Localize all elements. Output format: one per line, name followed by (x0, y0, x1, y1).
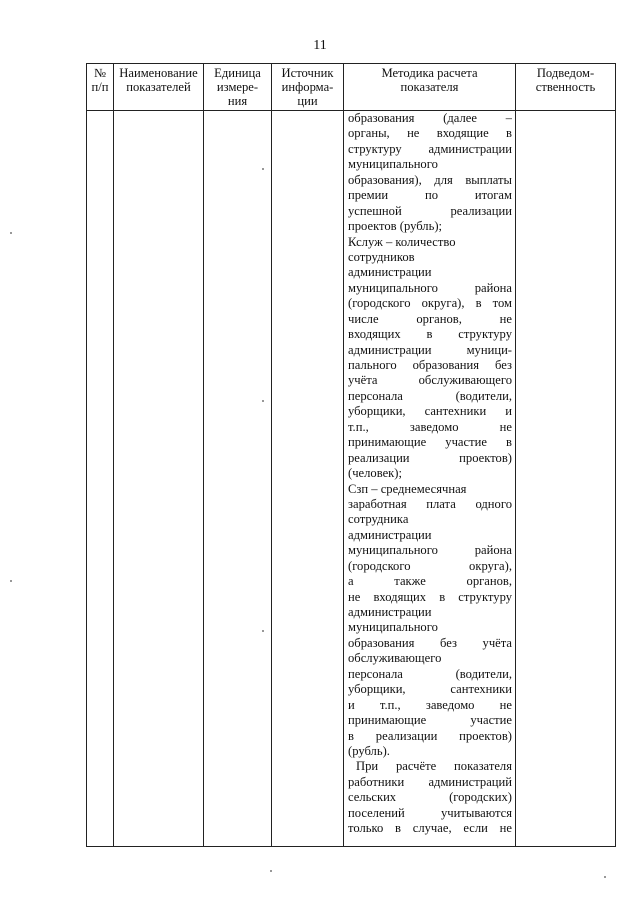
method-text-line: персонала (водители, (348, 388, 512, 403)
method-text-line: Сзп – среднемесячная (348, 481, 467, 496)
method-text-line: образования без учёта (348, 635, 512, 650)
scan-speck (262, 400, 264, 402)
table-row (87, 111, 616, 847)
method-text-line: только в случае, если не (348, 821, 512, 836)
method-text-line: принимающие участие в (348, 435, 512, 450)
method-text-line: Кслуж – количество (348, 234, 456, 249)
scan-speck (10, 580, 12, 582)
method-text-line: администрации (348, 527, 432, 542)
method-text-line: администрации (348, 265, 432, 280)
method-text-line: учёта обслуживающего (348, 373, 512, 388)
header-unit: Единица измере- ния (204, 64, 272, 111)
method-text-line: проектов (рубль); (348, 219, 443, 234)
cell-method (344, 111, 516, 847)
method-text-line: премии по итогам (348, 188, 512, 203)
method-text-line: муниципального (348, 620, 438, 635)
method-text-line: (человек); (348, 466, 402, 481)
method-text-line: реализации проектов) (348, 450, 512, 465)
method-text-line: образования (далее – (348, 111, 512, 125)
scan-speck (10, 232, 12, 234)
cell-name (114, 111, 204, 847)
method-text-line: работники администраций (348, 774, 512, 789)
method-text-line: муниципального (348, 157, 438, 172)
scan-speck (262, 168, 264, 170)
method-text-line: не входящих в структуру (348, 589, 512, 604)
header-name: Наименование показателей (114, 64, 204, 111)
method-text-line: При расчёте показателя (356, 759, 512, 774)
cell-subordination (516, 111, 616, 847)
method-text-line: принимающие участие (348, 713, 512, 728)
cell-source (272, 111, 344, 847)
method-text-line: администрации муници- (348, 342, 512, 357)
method-text-line: муниципального района (348, 280, 512, 295)
header-num: № п/п (87, 64, 114, 111)
method-text-line: т.п., заведомо не (348, 419, 512, 434)
method-text-line: образования), для выплаты (348, 172, 512, 187)
scan-speck (270, 870, 272, 872)
page-number: 11 (313, 38, 327, 53)
header-method: Методика расчета показателя (344, 64, 516, 111)
scan-speck (262, 630, 264, 632)
header-source: Источник информа- ции (272, 64, 344, 111)
method-text-line: входящих в структуру (348, 327, 512, 342)
method-text-line: (городского округа), (348, 558, 512, 573)
method-text-line: и т.п., заведомо не (348, 697, 512, 712)
method-text-line: сельских (городских) (348, 790, 512, 805)
method-text-line: а также органов, (348, 574, 512, 589)
cell-num (87, 111, 114, 847)
method-text-line: пального образования без (348, 358, 512, 372)
method-text-line: сотрудника (348, 512, 409, 527)
header-subordination: Подведом- ственность (516, 64, 616, 111)
method-text-line: поселений учитываются (348, 805, 512, 820)
scan-speck (604, 876, 606, 878)
cell-unit (204, 111, 272, 847)
method-text-line: (городского округа), в том (348, 296, 512, 311)
method-text-line: администрации (348, 605, 432, 619)
method-text-line: числе органов, не (348, 311, 512, 326)
method-text-line: сотрудников (348, 249, 415, 264)
method-text-line: муниципального района (348, 543, 512, 558)
table-header-row (87, 64, 616, 111)
method-text-line: уборщики, сантехники и (348, 404, 512, 419)
method-text-line: (рубль). (348, 743, 390, 758)
method-text-line: заработная плата одного (348, 496, 512, 511)
method-text-line: успешной реализации (348, 203, 512, 218)
method-text-line: обслуживающего (348, 651, 442, 666)
method-text-line: органы, не входящие в (348, 126, 512, 141)
indicator-table (86, 63, 616, 847)
method-text-line: персонала (водители, (348, 666, 512, 681)
method-text-line: уборщики, сантехники (348, 682, 512, 697)
method-text-line: структуру администрации (348, 141, 512, 156)
method-text-line: в реализации проектов) (348, 728, 512, 743)
